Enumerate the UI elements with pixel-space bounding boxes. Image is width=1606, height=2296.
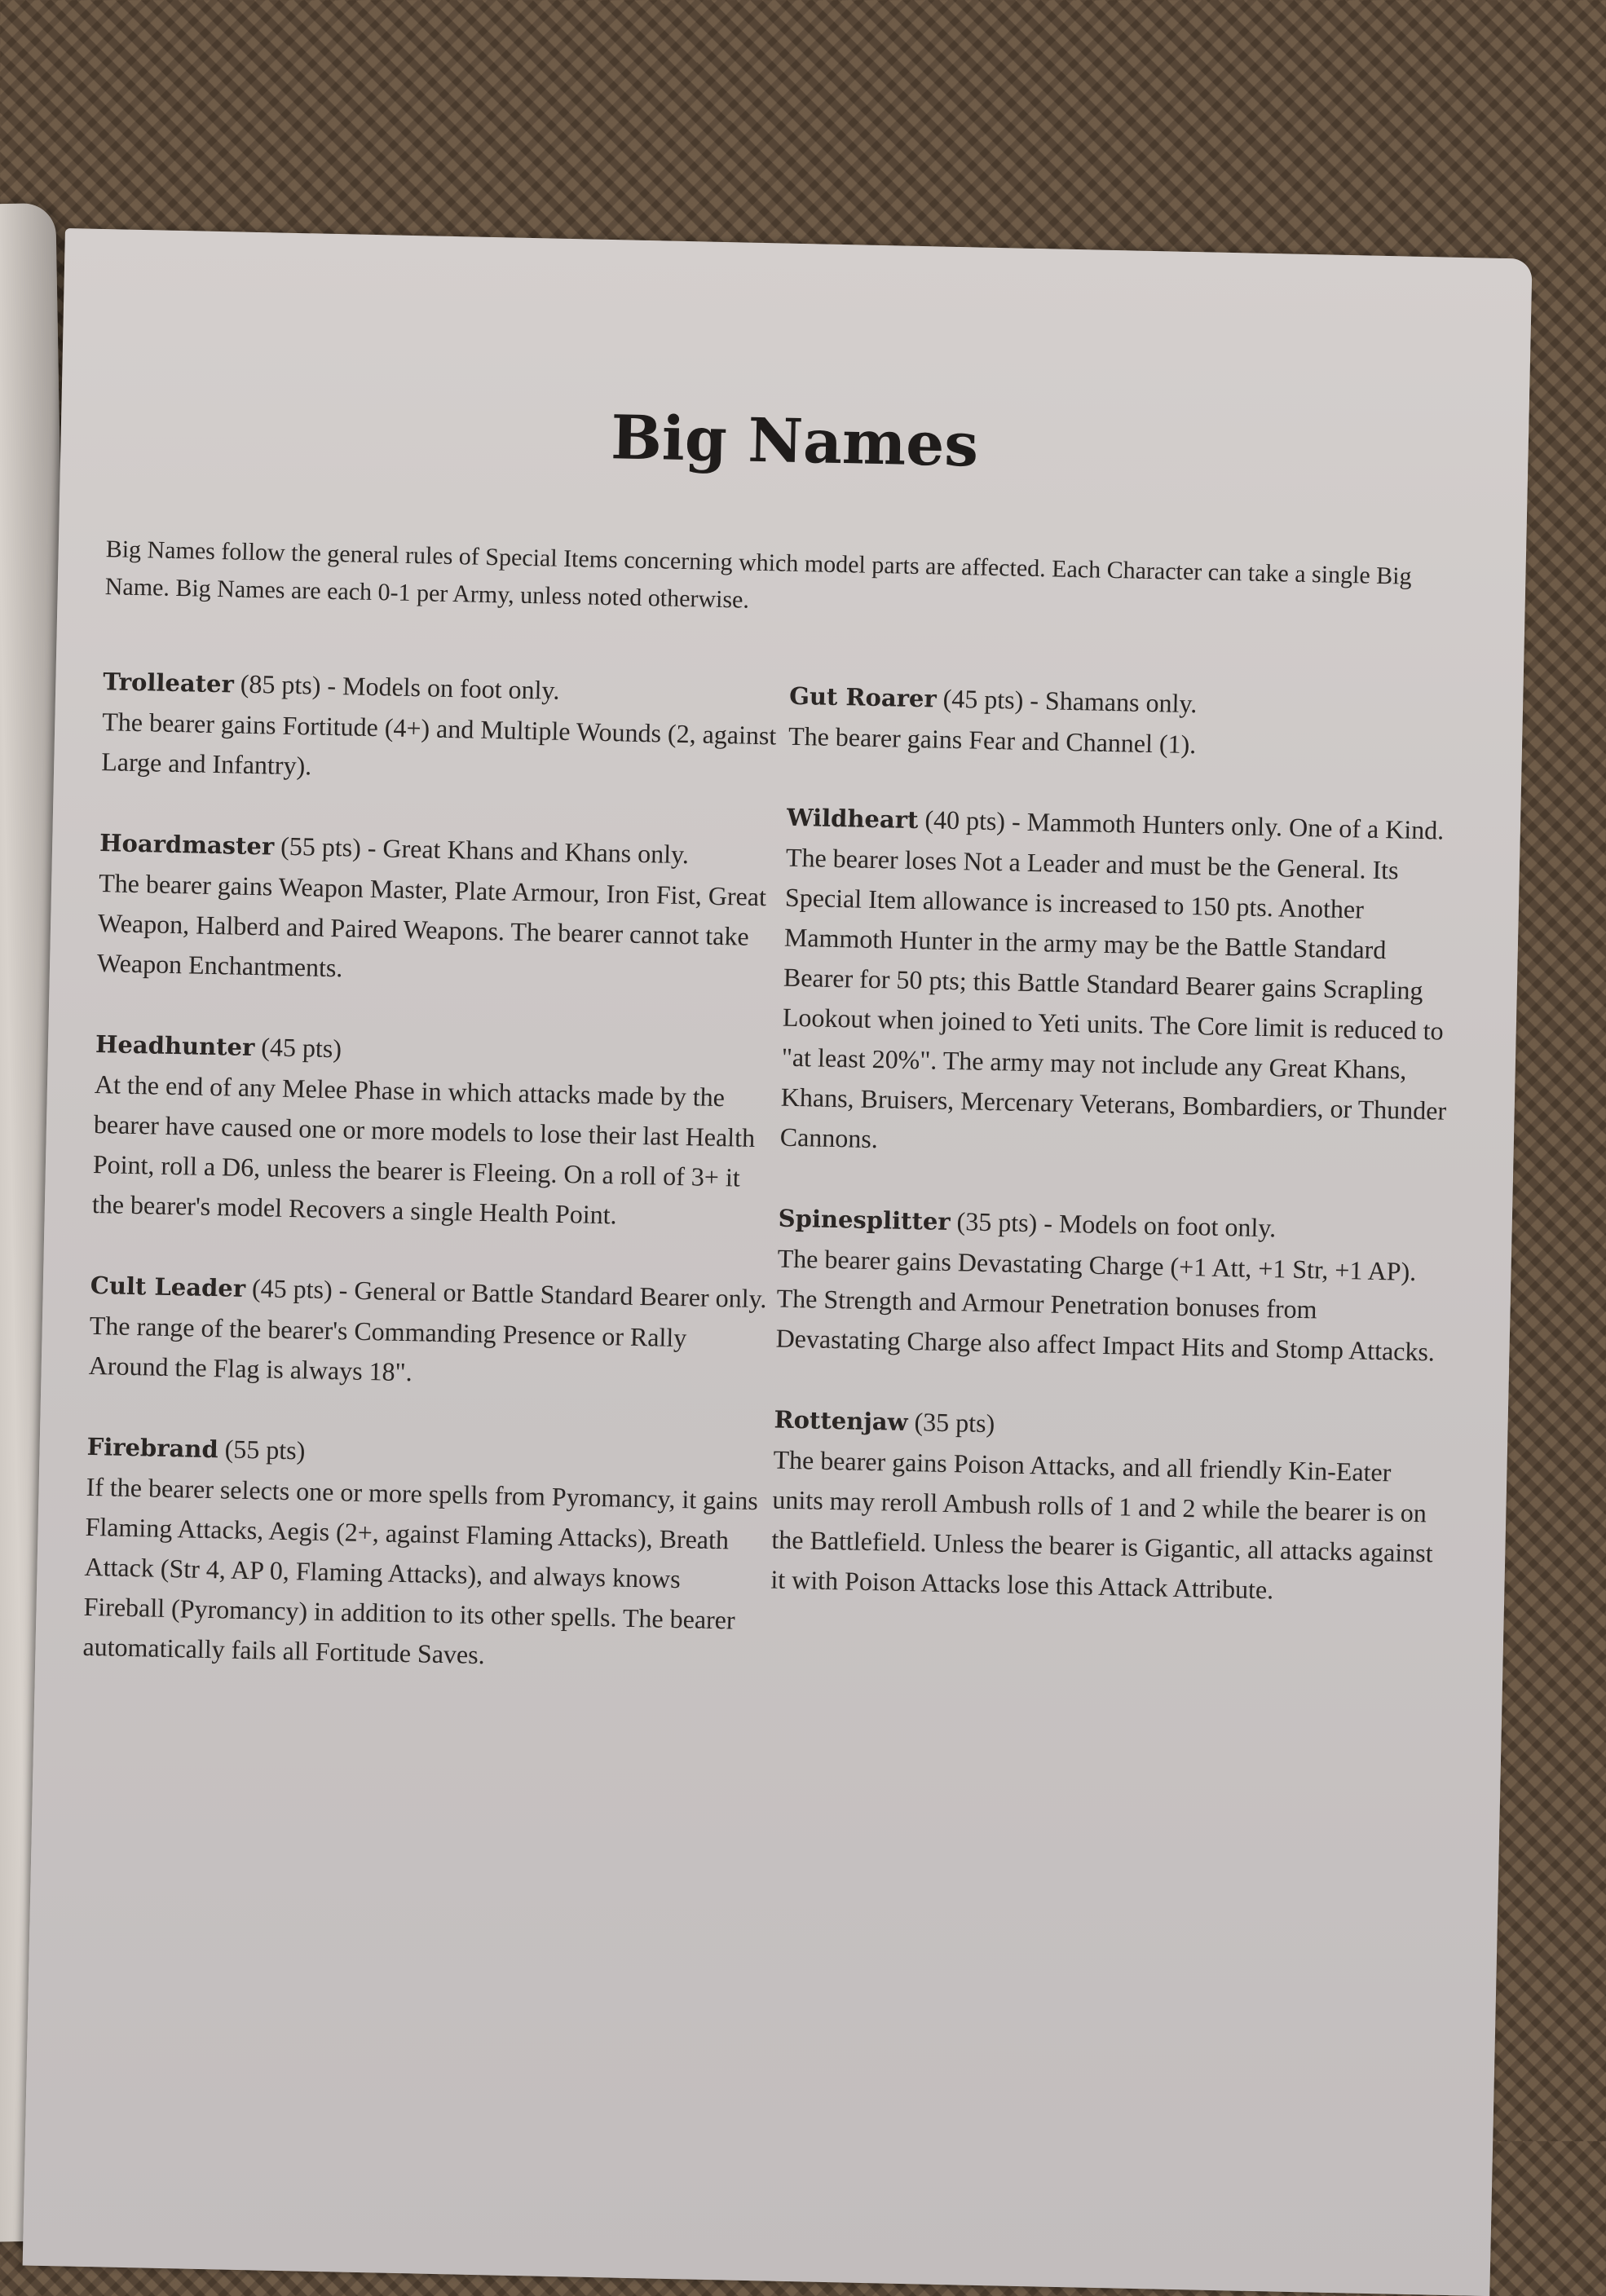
right-column xyxy=(770,676,1458,1655)
big-name-entry xyxy=(775,1198,1447,1373)
entry-body: The bearer gains Fear and Channel (1). xyxy=(788,721,1197,760)
entry-cost: (55 pts) - Great Khans and Khans only. xyxy=(273,831,690,870)
left-column xyxy=(82,661,780,1721)
big-name-entry xyxy=(88,1265,767,1399)
entry-cost: (45 pts) - Shamans only. xyxy=(936,683,1198,719)
big-name-entry xyxy=(97,822,777,997)
entry-name: Hoardmaster xyxy=(99,829,275,861)
entry-cost: (55 pts) xyxy=(218,1434,306,1465)
entry-body: If the bearer selects one or more spells from Pyromancy, it gains Flaming Attacks, Aegis (2+, against Flaming Attacks), Breath Attack (Str 4, AP 0, Flaming Attacks), and always knows Fireball (Pyromancy) in addition to its other spells. The bearer automatically fails all Fortitude Saves. xyxy=(82,1471,759,1670)
entry-body: The bearer gains Devastating Charge (+1 Att, +1 Str, +1 AP). The Strength and Armour Penetration bonuses from Devastating Charge also affect Impact Hits and Stomp Attacks. xyxy=(775,1243,1436,1367)
entry-name: Cult Leader xyxy=(90,1271,246,1302)
entry-name: Spinesplitter xyxy=(778,1204,951,1236)
entry-body: The bearer loses Not a Leader and must be the General. Its Special Item allowance is increased to 150 pts. Another Mammoth Hunter in the army may be the Battle Standard Bearer for 50 pts; this Battle Standard Bearer gains Scrapling Lookout when joined to Yeti units. The Core limit is reduced to "at least 20%". The army may not include any Great Khans, Khans, Bruisers, Mercenary Veterans, Bombardiers, or Thunder Cannons. xyxy=(779,842,1447,1154)
big-name-entry xyxy=(82,1426,764,1681)
entry-name: Trolleater xyxy=(103,668,235,698)
page-title: Big Names xyxy=(610,403,979,481)
big-name-entry xyxy=(770,1399,1443,1614)
entry-body: The bearer gains Weapon Master, Plate Armour, Iron Fist, Great Weapon, Halberd and Paired Weapons. The bearer cannot take Weapon Enchantments. xyxy=(96,868,767,983)
entry-name: Firebrand xyxy=(86,1432,219,1464)
entry-body: The bearer gains Fortitude (4+) and Multiple Wounds (2, against Large and Infantry). xyxy=(100,707,777,781)
entry-cost: (85 pts) - Models on foot only. xyxy=(233,668,560,705)
entry-body: The range of the bearer's Commanding Presence or Rally Around the Flag is always 18". xyxy=(88,1310,687,1387)
entry-name: Headhunter xyxy=(95,1029,255,1062)
entry-cost: (45 pts) - General or Battle Standard Bearer only. xyxy=(245,1272,767,1314)
big-name-entry xyxy=(788,676,1458,770)
book-page xyxy=(23,228,1533,2296)
entry-name: Gut Roarer xyxy=(788,681,938,713)
entry-body: The bearer gains Poison Attacks, and all friendly Kin-Eater units may reroll Ambush rolls of 1 and 2 while the bearer is on the Battlefield. Unless the bearer is Gigantic, all attacks against it with Poison Attacks lose this Attack Attribute. xyxy=(770,1444,1433,1605)
big-name-entry xyxy=(91,1024,772,1238)
entry-name: Wildheart xyxy=(786,803,919,835)
entry-cost: (35 pts) - Models on foot only. xyxy=(950,1206,1277,1243)
big-name-entry xyxy=(779,797,1455,1171)
entry-cost: (45 pts) xyxy=(254,1032,342,1064)
entry-body: At the end of any Melee Phase in which attacks made by the bearer have caused one or more models to lose their last Health Point, roll a D6, unless the bearer is Fleeing. On a roll of 3+ it the bearer's model Recovers a single Health Point. xyxy=(91,1069,756,1230)
entry-name: Rottenjaw xyxy=(774,1405,908,1436)
entry-cost: (40 pts) - Mammoth Hunters only. One of a Kind. xyxy=(918,804,1445,845)
intro-paragraph: Big Names follow the general rules of Special Items concerning which model parts are affected. Each Character can take a single Big Name. Big Names are each 0-1 per Army, unless noted otherwise. xyxy=(104,535,1412,614)
big-name-entry xyxy=(101,661,780,795)
entry-cost: (35 pts) xyxy=(907,1406,995,1439)
